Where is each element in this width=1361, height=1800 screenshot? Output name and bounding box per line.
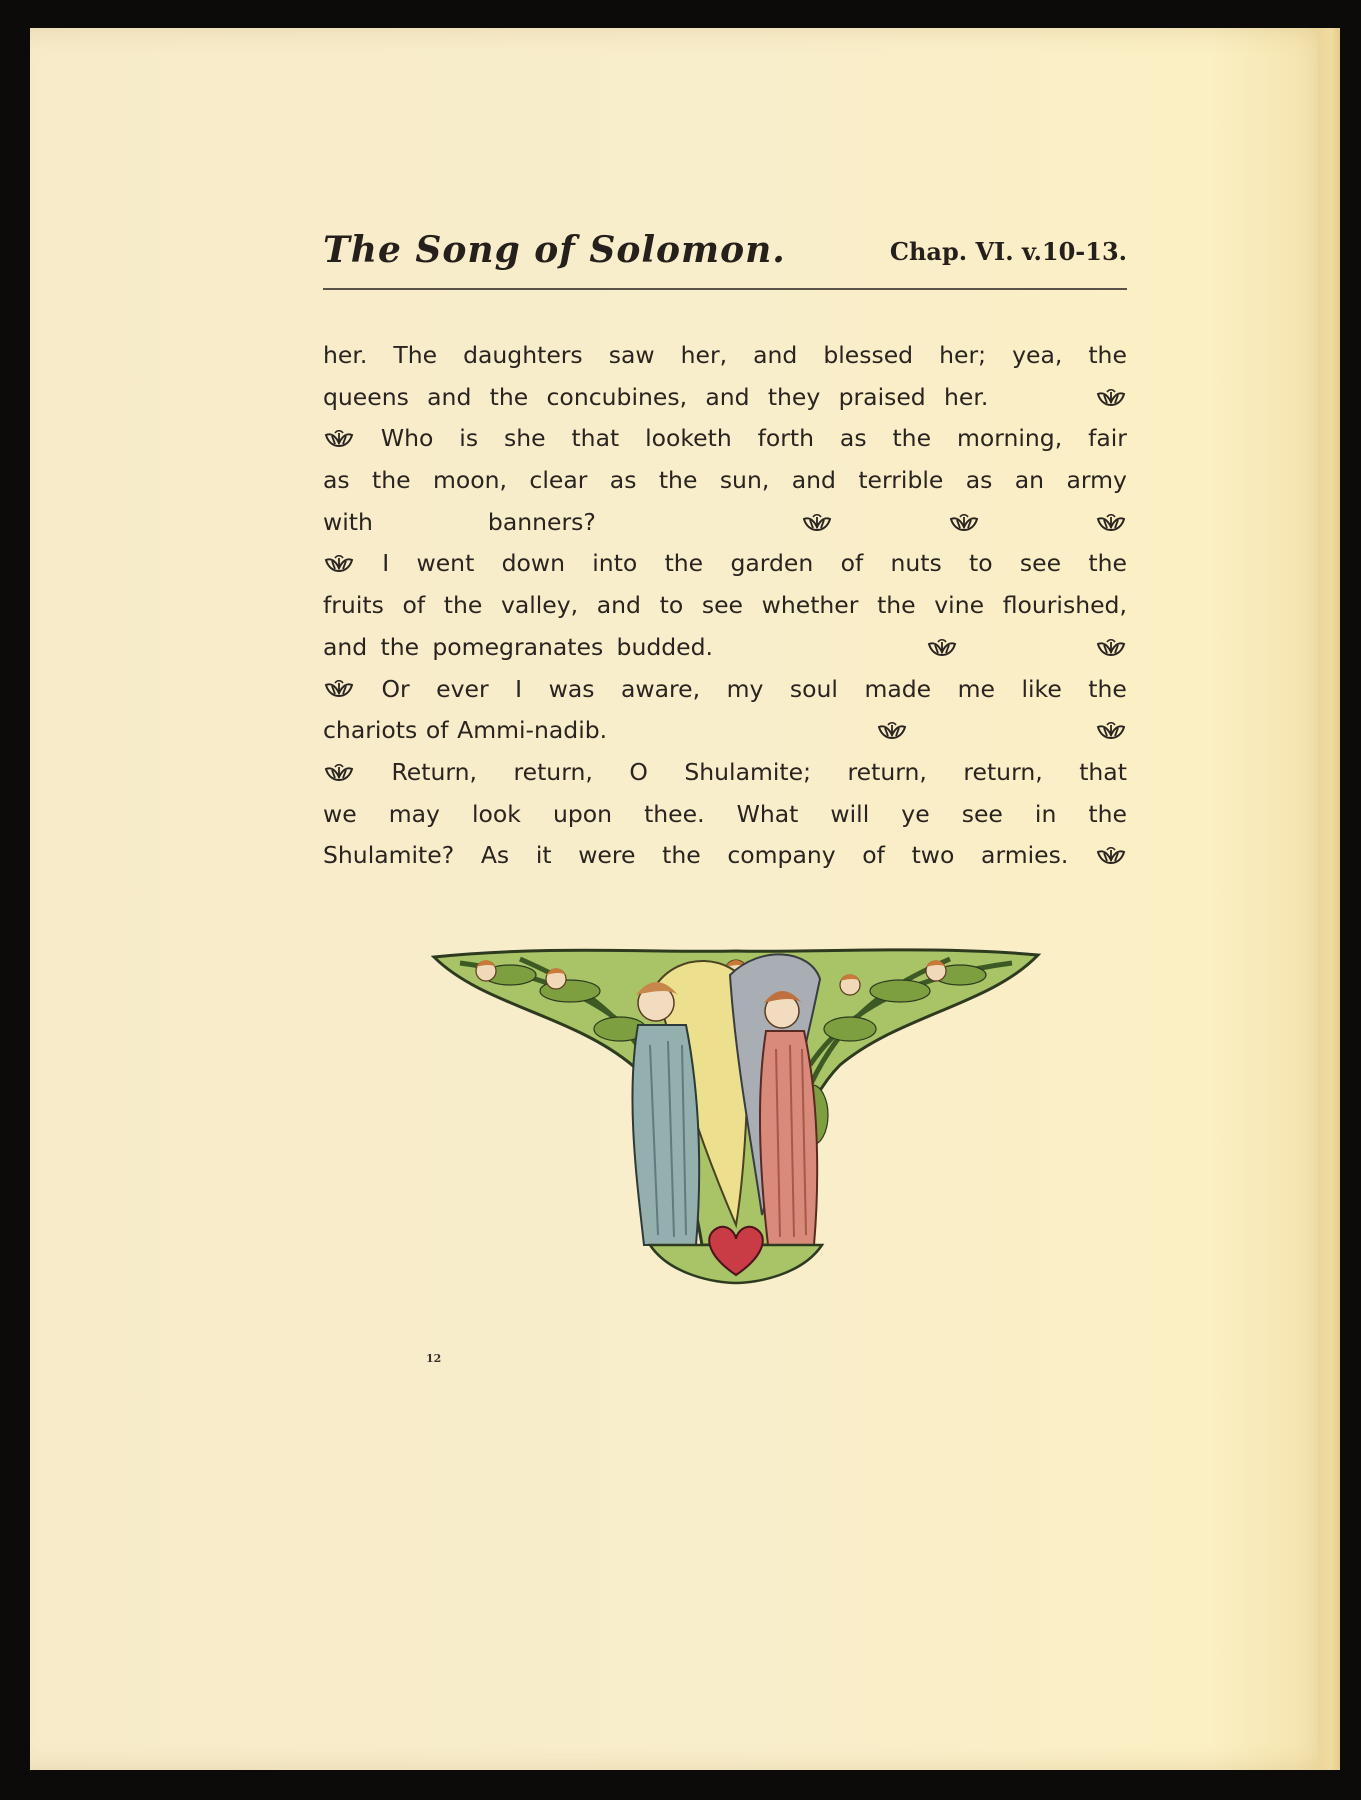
word: the (892, 424, 932, 453)
word: made (864, 674, 932, 703)
lotus-ornament-icon (801, 513, 833, 533)
word: and (791, 466, 836, 495)
word: that (571, 424, 620, 453)
word: Shulamite; (684, 757, 811, 786)
word: she (503, 424, 546, 453)
word: sun, (719, 466, 770, 495)
word: upon (552, 799, 613, 828)
word: fair (1088, 424, 1127, 453)
word: fruits (323, 591, 384, 620)
word: Return, (391, 757, 477, 786)
word: yea, (1012, 341, 1063, 369)
word: nuts (890, 549, 942, 578)
text-line-11 (323, 752, 1127, 794)
word: As (480, 841, 510, 870)
word: the (489, 382, 529, 411)
text-line-4 (323, 460, 1127, 502)
word: into (592, 549, 638, 578)
word: as (839, 424, 867, 453)
lotus-ornament-icon (948, 513, 980, 533)
word: company (727, 841, 836, 870)
word: it (535, 841, 552, 870)
word: the (443, 591, 483, 620)
word: see (1019, 549, 1062, 578)
word: we (323, 799, 357, 828)
word: see (961, 799, 1003, 828)
word: her, (680, 341, 728, 369)
word: went (416, 549, 475, 578)
word: the (662, 841, 701, 870)
lotus-ornament-icon (1095, 721, 1127, 741)
word: praised (838, 382, 926, 411)
word: banners? (487, 507, 596, 536)
word: whether (761, 591, 859, 620)
word: armies. (981, 841, 1069, 870)
word: aware, (620, 674, 701, 703)
word: the (1088, 674, 1127, 703)
word: to (969, 549, 993, 578)
word: the (877, 591, 916, 620)
word: and (596, 591, 641, 620)
word: soul (789, 674, 838, 703)
word: as (609, 466, 637, 495)
word: What (736, 799, 799, 828)
word: concubines, (546, 382, 688, 411)
header-rule (323, 288, 1127, 290)
word: the (664, 549, 704, 578)
text-line-1 (323, 335, 1127, 377)
word: I (515, 674, 523, 703)
word: Ammi-nadib. (457, 716, 608, 745)
word: down (501, 549, 565, 578)
text-line-7 (323, 585, 1127, 627)
word: moon, (433, 466, 508, 495)
word: the (372, 466, 411, 495)
word: queens (323, 382, 409, 411)
word: morning, (956, 424, 1063, 453)
lotus-ornament-icon (1095, 638, 1127, 658)
lotus-ornament-icon (1095, 513, 1127, 533)
word: her. (323, 341, 368, 369)
lotus-ornament-icon (323, 429, 355, 449)
word: saw (608, 341, 655, 369)
lotus-ornament-icon (926, 638, 958, 658)
word: and (753, 341, 798, 369)
lotus-ornament-icon (323, 554, 355, 574)
word: Or (381, 674, 410, 703)
word: budded. (616, 632, 714, 661)
word: pomegranates (432, 632, 604, 661)
text-line-13 (323, 835, 1127, 877)
lotus-ornament-icon (323, 763, 355, 783)
word: ye (901, 799, 930, 828)
running-header (323, 225, 1127, 285)
lotus-ornament-icon (1095, 846, 1127, 866)
word: with (323, 507, 373, 536)
verse-text (323, 335, 1127, 877)
word: of (425, 716, 449, 745)
angels-tailpiece-graphic (430, 945, 1042, 1285)
text-line-5 (323, 502, 1127, 544)
word: Who (380, 424, 434, 453)
word: clear (529, 466, 588, 495)
word: look (471, 799, 521, 828)
word: of (402, 591, 426, 620)
word: O (629, 757, 648, 786)
word: daughters (463, 341, 583, 369)
text-line-2 (323, 377, 1127, 419)
text-line-8 (323, 627, 1127, 669)
word: blessed (823, 341, 914, 369)
word: of (862, 841, 885, 870)
word: Shulamite? (323, 841, 455, 870)
word: as (965, 466, 993, 495)
word: may (388, 799, 440, 828)
word: were (578, 841, 636, 870)
word: ever (436, 674, 489, 703)
word: of (840, 549, 864, 578)
word: will (830, 799, 870, 828)
page-edge (1318, 28, 1340, 1770)
word: and (323, 632, 368, 661)
word: two (911, 841, 955, 870)
word: return, (847, 757, 927, 786)
word: see (701, 591, 743, 620)
lotus-ornament-icon (1095, 388, 1127, 408)
word: the (658, 466, 698, 495)
word: army (1066, 466, 1127, 495)
word: chariots (323, 716, 418, 745)
text-line-10 (323, 710, 1127, 752)
word: my (726, 674, 764, 703)
word: like (1021, 674, 1062, 703)
word: in (1034, 799, 1057, 828)
text-line-9 (323, 669, 1127, 711)
tailpiece-illustration (430, 945, 1042, 1285)
word: thee. (644, 799, 705, 828)
word: the (1088, 799, 1127, 828)
text-line-6 (323, 543, 1127, 585)
word: that (1079, 757, 1127, 786)
word: valley, (500, 591, 579, 620)
word: is (459, 424, 479, 453)
word: an (1014, 466, 1045, 495)
word: and (705, 382, 750, 411)
word: vine (934, 591, 985, 620)
word: was (548, 674, 595, 703)
word: and (427, 382, 472, 411)
book-title: The Song of Solomon. (323, 229, 786, 271)
lotus-ornament-icon (323, 679, 355, 699)
word: her. (944, 382, 989, 411)
word: The (393, 341, 438, 369)
chapter-reference: Chap. VI. v.10-13. (889, 237, 1127, 266)
word: terrible (858, 466, 944, 495)
word: return, (513, 757, 593, 786)
word: garden (730, 549, 814, 578)
word: I (382, 549, 390, 578)
word: they (767, 382, 821, 411)
word: the (380, 632, 420, 661)
word: return, (963, 757, 1043, 786)
word: me (957, 674, 995, 703)
lotus-ornament-icon (876, 721, 908, 741)
word: her; (939, 341, 987, 369)
word: the (1088, 341, 1127, 369)
text-line-3 (323, 418, 1127, 460)
word: the (1088, 549, 1127, 578)
word: looketh (645, 424, 732, 453)
text-line-12 (323, 794, 1127, 836)
word: forth (757, 424, 815, 453)
word: to (659, 591, 684, 620)
word: flourished, (1002, 591, 1127, 620)
word: as (323, 466, 350, 495)
page-number: 12 (426, 1352, 442, 1365)
